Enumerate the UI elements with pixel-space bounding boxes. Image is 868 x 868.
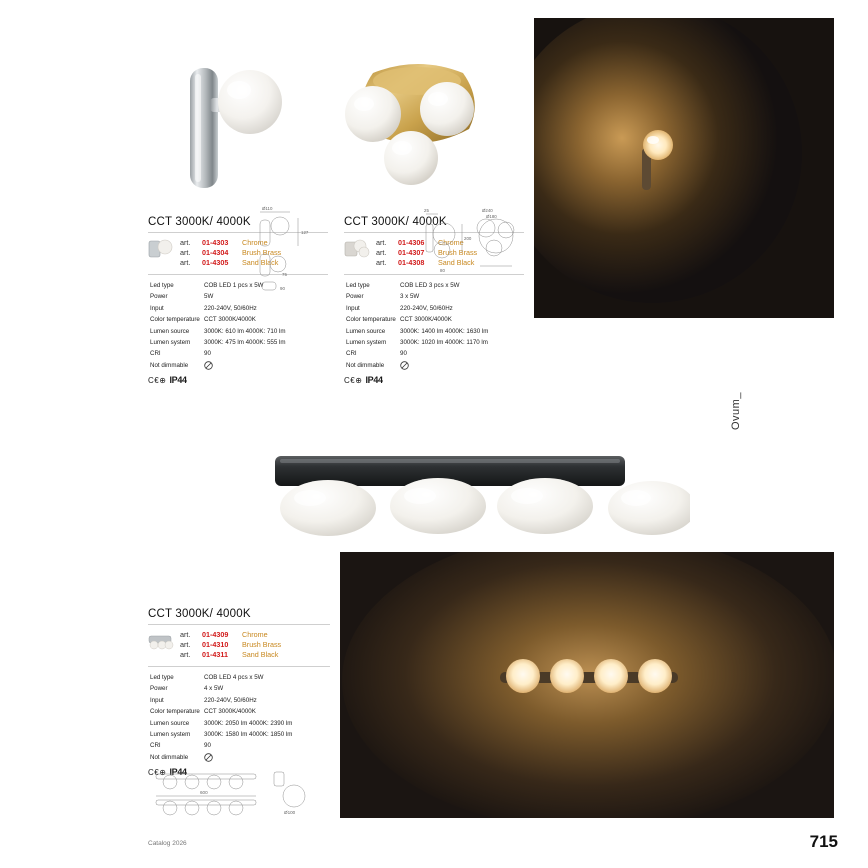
svg-text:75: 75 xyxy=(282,272,287,277)
art-code: 01-4304 xyxy=(202,248,229,257)
spec-key: Lumen source xyxy=(346,327,386,335)
svg-text:127: 127 xyxy=(301,230,309,235)
finish-name: Sand Black xyxy=(242,650,279,659)
finish-name: Chrome xyxy=(242,238,268,247)
variant-row[interactable] xyxy=(180,640,330,650)
spec-key: Input xyxy=(150,696,164,704)
spec-value: COB LED 4 pcs x 5W xyxy=(204,674,264,681)
art-label: art. xyxy=(180,640,191,649)
spec-key: Input xyxy=(150,304,164,312)
product-3-swatch xyxy=(148,630,174,652)
art-label: art. xyxy=(180,238,191,247)
spec-key: CRI xyxy=(150,350,161,358)
spec-value: 3000K: 475 lm 4000K: 555 lm xyxy=(204,339,286,347)
spec-key: Led type xyxy=(346,282,370,289)
svg-text:80: 80 xyxy=(440,268,445,273)
spec-key: Lumen system xyxy=(346,339,387,347)
series-side-label: Ovum_ xyxy=(730,392,742,430)
spec-value: 3000K: 1580 lm 4000K: 1850 lm xyxy=(204,731,293,739)
svg-text:Ø240: Ø240 xyxy=(482,208,493,213)
ce-mark-icon: C€⊕ xyxy=(344,375,363,385)
not-dimmable-icon xyxy=(400,361,522,370)
product-1-swatch xyxy=(148,238,174,260)
ip-rating: IP44 xyxy=(169,375,187,386)
spec-key: Power xyxy=(150,685,168,693)
spec-value: 3000K: 1020 lm 4000K: 1170 lm xyxy=(400,339,488,347)
product-2-specs xyxy=(344,279,524,372)
spec-value: 3 x 5W xyxy=(400,293,420,301)
finish-name: Chrome xyxy=(242,630,268,639)
svg-text:90: 90 xyxy=(280,286,285,291)
svg-text:25: 25 xyxy=(424,208,429,213)
product-3-title: CCT 3000K/ 4000K xyxy=(148,608,251,620)
product-photo-triple-ceiling xyxy=(325,45,505,210)
spec-key: CRI xyxy=(346,350,357,358)
spec-key: Power xyxy=(150,293,168,301)
art-code: 01-4305 xyxy=(202,258,229,267)
svg-text:600: 600 xyxy=(200,790,208,795)
product-1-dimension-drawing xyxy=(244,206,334,294)
finish-name: Brush Brass xyxy=(242,248,282,257)
spec-key: Input xyxy=(346,304,360,312)
art-label: art. xyxy=(180,650,191,659)
art-label: art. xyxy=(180,258,191,267)
art-code: 01-4310 xyxy=(202,640,229,649)
finish-name: Sand Black xyxy=(438,258,475,267)
spec-key: Not dimmable xyxy=(150,361,189,369)
ce-mark-icon: C€⊕ xyxy=(148,375,167,385)
product-3-dimension-drawing xyxy=(148,766,328,816)
not-dimmable-icon xyxy=(204,753,328,762)
variant-row[interactable] xyxy=(180,630,330,640)
spec-value: 220-240V, 50/60Hz xyxy=(400,304,453,312)
spec-key: CRI xyxy=(150,742,161,750)
product-2-title: CCT 3000K/ 4000K xyxy=(344,216,447,228)
spec-value: 90 xyxy=(204,742,211,750)
finish-name: Brush Brass xyxy=(438,248,478,257)
spec-key: Color temperature xyxy=(150,708,200,716)
product-2-certifications xyxy=(344,375,524,385)
divider xyxy=(148,666,330,667)
spec-value: CCT 3000K/4000K xyxy=(204,708,256,716)
spec-key: Color temperature xyxy=(150,316,200,324)
spec-value: 4 x 5W xyxy=(204,685,224,693)
spec-value: 90 xyxy=(204,350,211,358)
product-photo-four-bar xyxy=(190,448,690,546)
art-label: art. xyxy=(180,630,191,639)
art-code: 01-4303 xyxy=(202,238,229,247)
spec-key: Lumen system xyxy=(150,339,191,347)
svg-text:200: 200 xyxy=(464,236,472,241)
product-1-block xyxy=(148,206,328,386)
spec-value: COB LED 1 pcs x 5W xyxy=(204,282,264,289)
spec-value: 90 xyxy=(400,350,407,358)
ip-rating: IP44 xyxy=(365,375,383,386)
spec-value: 3000K: 610 lm 4000K: 710 lm xyxy=(204,327,286,335)
product-1-certifications xyxy=(148,375,328,385)
product-3-specs xyxy=(148,671,330,764)
variant-row[interactable] xyxy=(180,650,330,660)
svg-text:Ø180: Ø180 xyxy=(486,214,497,219)
spec-key: Led type xyxy=(150,674,174,681)
spec-value: CCT 3000K/4000K xyxy=(400,316,452,324)
product-photo-single-sconce xyxy=(150,40,320,210)
finish-name: Brush Brass xyxy=(242,640,282,649)
product-2-dimension-drawing xyxy=(418,206,528,284)
ce-mark-icon: C€⊕ xyxy=(148,767,167,777)
not-dimmable-icon xyxy=(204,361,326,370)
art-code: 01-4309 xyxy=(202,630,229,639)
spec-value: 5W xyxy=(204,293,214,301)
product-1-title: CCT 3000K/ 4000K xyxy=(148,216,251,228)
spec-key: Power xyxy=(346,293,364,301)
art-code: 01-4308 xyxy=(398,258,425,267)
art-code: 01-4307 xyxy=(398,248,425,257)
art-label: art. xyxy=(180,248,191,257)
product-3-block xyxy=(148,608,330,815)
finish-name: Sand Black xyxy=(242,258,279,267)
spec-key: Lumen source xyxy=(150,719,190,727)
spec-key: Lumen source xyxy=(150,327,190,335)
spec-key: Not dimmable xyxy=(150,753,189,761)
spec-key: Not dimmable xyxy=(346,361,385,369)
ambience-photo-single-wall xyxy=(534,18,834,318)
art-code: 01-4306 xyxy=(398,238,425,247)
ambience-photo-four-wall xyxy=(340,552,834,818)
divider xyxy=(148,624,330,625)
page-number: 715 xyxy=(809,832,838,851)
art-label: art. xyxy=(376,248,387,257)
spec-value: 220-240V, 50/60Hz xyxy=(204,304,257,312)
art-label: art. xyxy=(376,258,387,267)
spec-value: 3000K: 1400 lm 4000K: 1630 lm xyxy=(400,327,489,335)
spec-value: 3000K: 2050 lm 4000K: 2390 lm xyxy=(204,719,293,727)
spec-key: Led type xyxy=(150,282,174,289)
finish-name: Chrome xyxy=(438,238,464,247)
art-label: art. xyxy=(376,238,387,247)
svg-text:Ø100: Ø100 xyxy=(284,810,296,815)
spec-value: COB LED 3 pcs x 5W xyxy=(400,282,460,289)
catalog-footer-note: Catalog 2026 xyxy=(148,840,187,847)
product-2-block xyxy=(344,208,524,386)
spec-key: Color temperature xyxy=(346,316,396,324)
spec-value: 220-240V, 50/60Hz xyxy=(204,696,257,704)
svg-text:Ø110: Ø110 xyxy=(262,206,273,211)
art-code: 01-4311 xyxy=(202,650,228,659)
spec-key: Lumen system xyxy=(150,731,191,739)
ip-rating: IP44 xyxy=(169,767,187,778)
product-2-swatch xyxy=(344,238,370,260)
spec-value: CCT 3000K/4000K xyxy=(204,316,256,324)
